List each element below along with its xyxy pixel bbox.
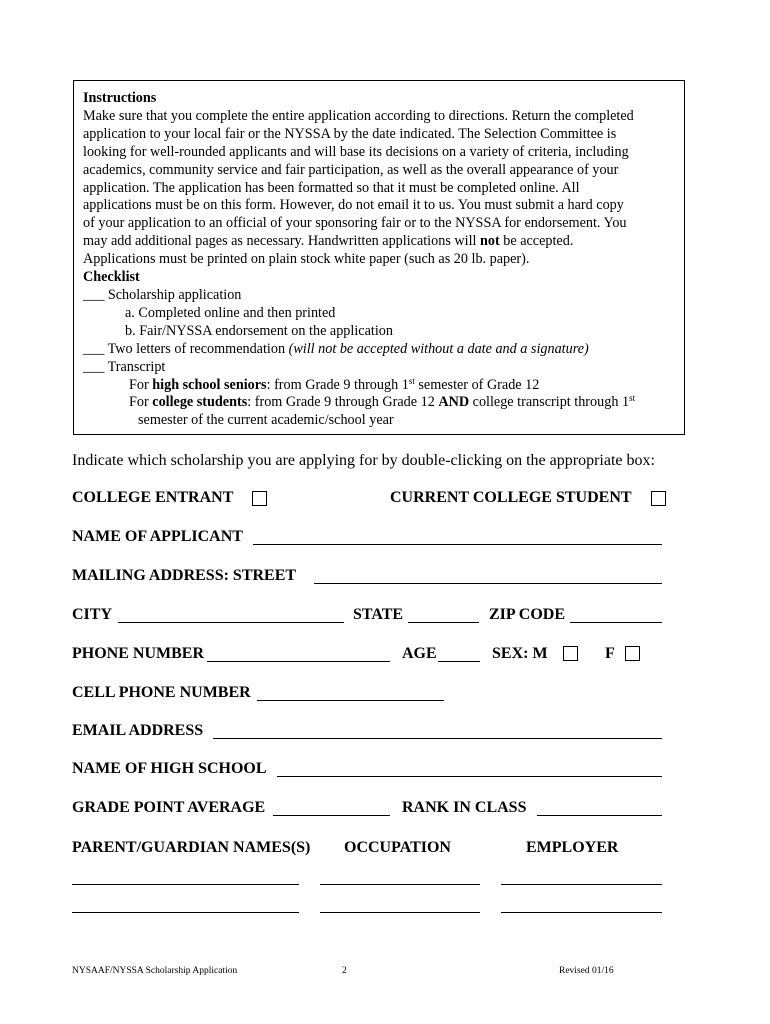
sex-female-label: F	[605, 645, 615, 662]
footer-form-title: NYSAAF/NYSSA Scholarship Application	[72, 966, 238, 976]
transcript-college	[83, 394, 676, 412]
cell-phone-number-field[interactable]	[257, 700, 444, 701]
grade-point-average-label: GRADE POINT AVERAGE	[72, 799, 266, 816]
checklist-letters-note: (will not be accepted without a date and a signature)	[288, 340, 589, 357]
transcript-high-school	[83, 377, 676, 395]
email-address-field[interactable]	[213, 738, 662, 739]
parent-guardian-names-label: PARENT/GUARDIAN NAMES(S)	[72, 839, 311, 856]
instructions-line	[83, 233, 676, 251]
transcript-text: : from Grade 9 through 1	[266, 376, 409, 393]
city-label: CITY	[72, 606, 113, 623]
state-field[interactable]	[408, 622, 479, 623]
occupation-label: OCCUPATION	[344, 839, 451, 856]
zip-code-field[interactable]	[570, 622, 662, 623]
cell-phone-number-label: CELL PHONE NUMBER	[72, 684, 251, 701]
transcript-emphasis: college students	[152, 394, 248, 411]
transcript-text: semester of Grade 12	[414, 376, 540, 393]
city-field[interactable]	[118, 622, 344, 623]
footer-revision: Revised 01/16	[559, 966, 614, 976]
transcript-text: For	[129, 376, 153, 393]
checklist-item-a: a. Completed online and then printed	[125, 304, 336, 321]
name-of-high-school-label: NAME OF HIGH SCHOOL	[72, 760, 267, 777]
parent-guardian-name-field-1[interactable]	[72, 884, 299, 885]
mailing-address-field[interactable]	[314, 583, 662, 584]
instructions-title: Instructions	[83, 90, 157, 106]
current-college-student-checkbox[interactable]	[651, 491, 666, 506]
phone-number-field[interactable]	[207, 661, 390, 662]
transcript-superscript: st	[408, 375, 415, 386]
instructions-line: application to your local fair or the NYSSA by the date indicated. The Selection Committee is	[83, 125, 617, 142]
zip-code-label: ZIP CODE	[489, 606, 566, 623]
instructions-text: may add additional pages as necessary. Handwritten applications will	[83, 233, 480, 250]
transcript-text: college transcript through 1	[469, 394, 630, 411]
instructions-line: looking for well-rounded applicants and will base its decisions on a variety of criteria, including	[83, 143, 629, 160]
transcript-text: : from Grade 9 through Grade 12	[247, 394, 439, 411]
sex-label: SEX: M	[492, 645, 548, 662]
name-of-applicant-field[interactable]	[253, 544, 662, 545]
transcript-emphasis: AND	[438, 394, 470, 411]
checklist-letters-label: ___ Two letters of recommendation	[83, 340, 289, 357]
sex-female-checkbox[interactable]	[625, 646, 640, 661]
name-of-high-school-field[interactable]	[277, 776, 662, 777]
phone-number-label: PHONE NUMBER	[72, 645, 204, 662]
instructions-line: application. The application has been formatted so that it must be completed online. All	[83, 179, 580, 196]
name-of-applicant-label: NAME OF APPLICANT	[72, 528, 243, 545]
transcript-college-line2: semester of the current academic/school year	[138, 412, 394, 429]
instructions-emphasis: not	[480, 233, 500, 250]
checklist-letters	[83, 341, 676, 359]
footer-page-number: 2	[342, 966, 347, 976]
transcript-text: For	[129, 394, 153, 411]
rank-in-class-field[interactable]	[537, 815, 662, 816]
employer-label: EMPLOYER	[526, 839, 619, 856]
transcript-emphasis: high school seniors	[152, 376, 267, 393]
checklist-title: Checklist	[83, 269, 140, 286]
sex-male-checkbox[interactable]	[563, 646, 578, 661]
occupation-field-2[interactable]	[320, 912, 480, 913]
checklist-scholarship-application: ___ Scholarship application	[83, 286, 242, 303]
instructions-text: be accepted.	[499, 233, 574, 250]
checklist-transcript: ___ Transcript	[83, 358, 166, 375]
instructions-box	[73, 80, 685, 435]
college-entrant-checkbox[interactable]	[252, 491, 267, 506]
transcript-superscript: st	[629, 393, 636, 404]
state-label: STATE	[353, 606, 404, 623]
college-entrant-label: COLLEGE ENTRANT	[72, 489, 234, 506]
occupation-field-1[interactable]	[320, 884, 480, 885]
grade-point-average-field[interactable]	[273, 815, 390, 816]
email-address-label: EMAIL ADDRESS	[72, 722, 204, 739]
employer-field-1[interactable]	[501, 884, 662, 885]
instructions-line: Applications must be printed on plain stock white paper (such as 20 lb. paper).	[83, 251, 530, 268]
mailing-address-label: MAILING ADDRESS: STREET	[72, 567, 297, 584]
age-field[interactable]	[438, 661, 480, 662]
checklist-item-b: b. Fair/NYSSA endorsement on the application	[125, 322, 393, 339]
rank-in-class-label: RANK IN CLASS	[402, 799, 527, 816]
age-label: AGE	[402, 645, 437, 662]
instructions-line: Make sure that you complete the entire application according to directions. Return the completed	[83, 107, 634, 124]
parent-guardian-name-field-2[interactable]	[72, 912, 299, 913]
instructions-line: applications must be on this form. However, do not email it to us. You must submit a hard copy	[83, 197, 624, 214]
employer-field-2[interactable]	[501, 912, 662, 913]
current-college-student-label: CURRENT COLLEGE STUDENT	[390, 489, 632, 506]
instructions-line: academics, community service and fair participation, as well as the overall appearance of your	[83, 161, 619, 178]
indicate-instruction: Indicate which scholarship you are applying for by double-clicking on the appropriate box:	[72, 452, 655, 469]
instructions-line: of your application to an official of your sponsoring fair or to the NYSSA for endorsement. You	[83, 215, 627, 232]
